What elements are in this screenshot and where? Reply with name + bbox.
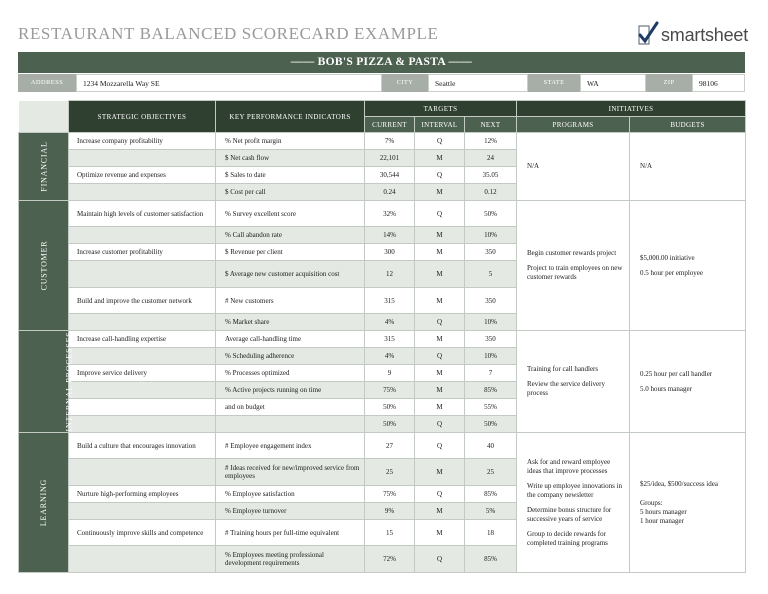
objective-cell: Improve service delivery — [69, 365, 216, 382]
kpi-cell: # Employee engagement index — [216, 433, 365, 459]
category-label: INTERNAL PROCESSES — [64, 331, 74, 432]
table-row — [19, 433, 746, 459]
kpi-cell: $ Cost per call — [216, 184, 365, 201]
objective-cell — [69, 184, 216, 201]
kpi-cell: Average call-handling time — [216, 331, 365, 348]
current-cell: 50% — [365, 416, 415, 433]
header-next: NEXT — [465, 117, 517, 133]
address-value: 1234 Mozzarella Way SE — [76, 74, 382, 92]
budget-item: 5 hours manager — [640, 507, 687, 516]
objective-cell: Nurture high-performing employees — [69, 486, 216, 503]
objective-cell — [69, 261, 216, 288]
kpi-cell: # Ideas received for new/improved service from employees — [216, 459, 365, 486]
city-label: CITY — [382, 74, 428, 92]
program-item: Write up employee innovations in the company newsletter — [527, 481, 622, 499]
header-targets: TARGETS — [365, 101, 517, 117]
interval-cell: M — [415, 503, 465, 520]
objective-cell: Build a culture that encourages innovation — [69, 433, 216, 459]
next-cell: 50% — [465, 416, 517, 433]
programs-cell-customer — [517, 201, 630, 331]
objective-cell — [69, 314, 216, 331]
objective-cell — [69, 227, 216, 244]
next-cell: 55% — [465, 399, 517, 416]
next-cell: 85% — [465, 486, 517, 503]
next-cell: 10% — [465, 314, 517, 331]
next-cell: 50% — [465, 201, 517, 227]
header-interval: INTERVAL — [415, 117, 465, 133]
category-customer — [19, 201, 69, 331]
current-cell: 22,101 — [365, 150, 415, 167]
program-item: Ask for and reward employee ideas that improve processes — [527, 457, 611, 475]
budget-item: $25/idea, $500/success idea — [640, 479, 718, 488]
interval-cell: Q — [415, 133, 465, 150]
interval-cell: M — [415, 244, 465, 261]
kpi-cell: % Net profit margin — [216, 133, 365, 150]
objective-cell: Increase company profitability — [69, 133, 216, 150]
zip-label: ZIP — [646, 74, 692, 92]
smartsheet-logo — [637, 22, 748, 48]
budget-item: 0.5 hour per employee — [640, 268, 703, 277]
kpi-cell — [216, 416, 365, 433]
restaurant-name-banner: —— BOB'S PIZZA & PASTA —— — [18, 52, 745, 73]
next-cell: 350 — [465, 244, 517, 261]
budgets-cell-internal — [630, 331, 746, 433]
header-objectives: STRATEGIC OBJECTIVES — [69, 101, 216, 133]
kpi-cell: % Scheduling adherence — [216, 348, 365, 365]
next-cell: 10% — [465, 348, 517, 365]
current-cell: 25 — [365, 459, 415, 486]
header-spacer — [19, 101, 69, 133]
current-cell: 50% — [365, 399, 415, 416]
kpi-cell: $ Sales to date — [216, 167, 365, 184]
interval-cell: M — [415, 382, 465, 399]
check-logo-icon — [637, 22, 659, 48]
programs-cell-internal — [517, 331, 630, 433]
interval-cell: Q — [415, 201, 465, 227]
current-cell: 72% — [365, 546, 415, 573]
interval-cell: Q — [415, 416, 465, 433]
header-budgets: BUDGETS — [630, 117, 746, 133]
objective-cell: Optimize revenue and expenses — [69, 167, 216, 184]
objective-cell — [69, 399, 216, 416]
program-item: N/A — [527, 162, 540, 170]
budget-item: 5.0 hours manager — [640, 384, 692, 393]
interval-cell: M — [415, 150, 465, 167]
category-label: FINANCIAL — [39, 141, 49, 192]
current-cell: 0.24 — [365, 184, 415, 201]
current-cell: 75% — [365, 486, 415, 503]
current-cell: 300 — [365, 244, 415, 261]
next-cell: 5 — [465, 261, 517, 288]
current-cell: 315 — [365, 331, 415, 348]
interval-cell: Q — [415, 546, 465, 573]
kpi-cell: % Active projects running on time — [216, 382, 365, 399]
current-cell: 315 — [365, 288, 415, 314]
kpi-cell: # Training hours per full-time equivalent — [216, 520, 365, 546]
objective-cell: Build and improve the customer network — [69, 288, 216, 314]
current-cell: 9% — [365, 503, 415, 520]
current-cell: 4% — [365, 314, 415, 331]
objective-cell: Maintain high levels of customer satisfaction — [69, 201, 216, 227]
table-row — [19, 133, 746, 150]
objective-cell: Increase customer profitability — [69, 244, 216, 261]
address-label: ADDRESS — [18, 74, 76, 92]
city-value: Seattle — [428, 74, 528, 92]
category-learning — [19, 433, 69, 573]
next-cell: 12% — [465, 133, 517, 150]
next-cell: 350 — [465, 331, 517, 348]
objective-cell — [69, 416, 216, 433]
objective-cell: Continuously improve skills and competence — [69, 520, 216, 546]
program-item: Determine bonus structure for successive years of service — [527, 505, 612, 523]
current-cell: 32% — [365, 201, 415, 227]
logo-text: smartsheet — [661, 24, 749, 45]
next-cell: 85% — [465, 546, 517, 573]
current-cell: 27 — [365, 433, 415, 459]
interval-cell: Q — [415, 433, 465, 459]
kpi-cell: % Call abandon rate — [216, 227, 365, 244]
interval-cell: M — [415, 227, 465, 244]
next-cell: 5% — [465, 503, 517, 520]
interval-cell: M — [415, 365, 465, 382]
kpi-cell: % Employees meeting professional development requirements — [216, 546, 365, 573]
kpi-cell: $ Average new customer acquisition cost — [216, 261, 365, 288]
kpi-cell: % Processes optimized — [216, 365, 365, 382]
interval-cell: M — [415, 459, 465, 486]
kpi-cell: % Market share — [216, 314, 365, 331]
current-cell: 7% — [365, 133, 415, 150]
kpi-cell: # New customers — [216, 288, 365, 314]
next-cell: 35.05 — [465, 167, 517, 184]
page-title: RESTAURANT BALANCED SCORECARD EXAMPLE — [18, 24, 439, 43]
header-kpis: KEY PERFORMANCE INDICATORS — [216, 101, 365, 133]
current-cell: 75% — [365, 382, 415, 399]
budget-item: N/A — [640, 162, 653, 170]
interval-cell: Q — [415, 167, 465, 184]
objective-cell — [69, 348, 216, 365]
interval-cell: M — [415, 261, 465, 288]
next-cell: 7 — [465, 365, 517, 382]
header-programs: PROGRAMS — [517, 117, 630, 133]
objective-cell — [69, 150, 216, 167]
interval-cell: Q — [415, 486, 465, 503]
table-row — [19, 201, 746, 227]
next-cell: 24 — [465, 150, 517, 167]
program-item: Review the service delivery process — [527, 380, 605, 397]
interval-cell: M — [415, 399, 465, 416]
current-cell: 14% — [365, 227, 415, 244]
interval-cell: M — [415, 184, 465, 201]
next-cell: 18 — [465, 520, 517, 546]
current-cell: 4% — [365, 348, 415, 365]
current-cell: 15 — [365, 520, 415, 546]
kpi-cell: % Employee turnover — [216, 503, 365, 520]
interval-cell: M — [415, 331, 465, 348]
objective-cell: Increase call-handling expertise — [69, 331, 216, 348]
header-initiatives: INITIATIVES — [517, 101, 746, 117]
objective-cell — [69, 546, 216, 573]
objective-cell — [69, 382, 216, 399]
budgets-cell-financial — [630, 133, 746, 201]
category-internal — [19, 331, 74, 433]
category-label: CUSTOMER — [39, 240, 49, 291]
interval-cell: Q — [415, 314, 465, 331]
budget-item: 0.25 hour per call handler — [640, 369, 713, 378]
current-cell: 12 — [365, 261, 415, 288]
category-financial — [19, 133, 69, 201]
objective-cell — [69, 503, 216, 520]
state-label: STATE — [528, 74, 580, 92]
programs-cell-financial — [517, 133, 630, 201]
interval-cell: Q — [415, 348, 465, 365]
next-cell: 25 — [465, 459, 517, 486]
table-row — [19, 331, 746, 348]
objective-cell — [69, 459, 216, 486]
address-bar — [18, 74, 745, 92]
program-item: Training for call handlers — [527, 365, 599, 373]
kpi-cell: % Survey excellent score — [216, 201, 365, 227]
interval-cell: M — [415, 288, 465, 314]
next-cell: 40 — [465, 433, 517, 459]
header-current: CURRENT — [365, 117, 415, 133]
next-cell: 10% — [465, 227, 517, 244]
program-item: Begin customer rewards project — [527, 249, 617, 257]
kpi-cell: $ Net cash flow — [216, 150, 365, 167]
zip-value: 98106 — [692, 74, 745, 92]
kpi-cell: % Employee satisfaction — [216, 486, 365, 503]
programs-cell-learning — [517, 433, 630, 573]
budget-item: Groups: — [640, 498, 663, 507]
next-cell: 85% — [465, 382, 517, 399]
next-cell: 0.12 — [465, 184, 517, 201]
budgets-cell-customer — [630, 201, 746, 331]
state-value: WA — [580, 74, 646, 92]
current-cell: 30,544 — [365, 167, 415, 184]
next-cell: 350 — [465, 288, 517, 314]
budget-item: 1 hour manager — [640, 516, 684, 525]
current-cell: 9 — [365, 365, 415, 382]
budget-item: $5,000.00 initiative — [640, 253, 695, 262]
kpi-cell: and on budget — [216, 399, 365, 416]
scorecard-table — [18, 100, 746, 573]
program-item: Project to train employees on new customer rewards — [527, 264, 623, 281]
interval-cell: M — [415, 520, 465, 546]
kpi-cell: $ Revenue per client — [216, 244, 365, 261]
category-label: LEARNING — [38, 478, 48, 527]
program-item: Group to decide rewards for completed training programs — [527, 529, 608, 547]
budgets-cell-learning — [630, 433, 746, 573]
